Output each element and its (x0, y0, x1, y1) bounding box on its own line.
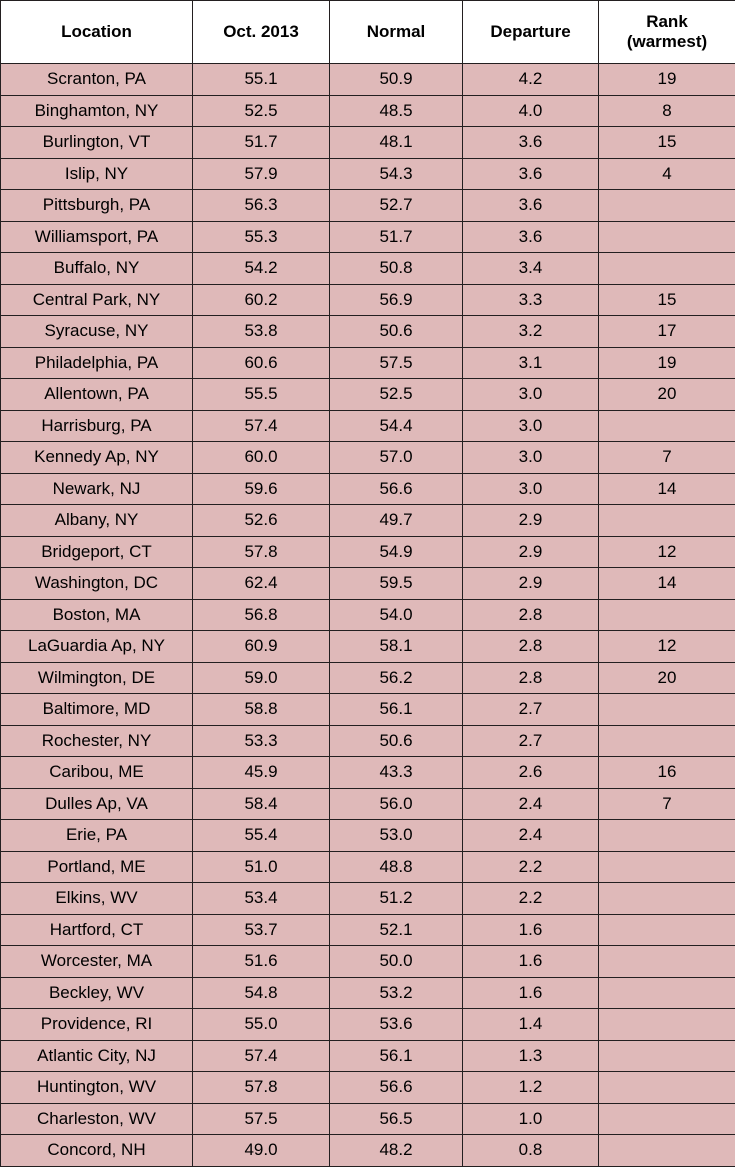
cell-oct2013: 52.6 (193, 505, 330, 537)
cell-location: Concord, NH (1, 1135, 193, 1167)
cell-location: Scranton, PA (1, 64, 193, 96)
column-header-rank (599, 1, 735, 64)
cell-rank (599, 851, 735, 883)
cell-normal: 43.3 (330, 757, 463, 789)
cell-rank (599, 221, 735, 253)
cell-departure: 1.6 (463, 977, 599, 1009)
cell-location: Washington, DC (1, 568, 193, 600)
cell-location: Baltimore, MD (1, 694, 193, 726)
cell-departure: 2.4 (463, 820, 599, 852)
cell-normal: 54.0 (330, 599, 463, 631)
cell-departure: 2.6 (463, 757, 599, 789)
table-row (1, 95, 735, 127)
cell-rank: 7 (599, 442, 735, 474)
cell-normal: 54.9 (330, 536, 463, 568)
cell-rank: 4 (599, 158, 735, 190)
cell-rank: 8 (599, 95, 735, 127)
table-body (1, 64, 735, 1167)
table-row (1, 694, 735, 726)
cell-normal: 53.2 (330, 977, 463, 1009)
cell-normal: 48.2 (330, 1135, 463, 1167)
cell-departure: 3.0 (463, 379, 599, 411)
cell-rank: 12 (599, 536, 735, 568)
cell-departure: 1.4 (463, 1009, 599, 1041)
cell-departure: 2.9 (463, 568, 599, 600)
cell-normal: 50.9 (330, 64, 463, 96)
cell-oct2013: 57.9 (193, 158, 330, 190)
cell-oct2013: 58.8 (193, 694, 330, 726)
table-row (1, 127, 735, 159)
table-row (1, 221, 735, 253)
table-row (1, 1072, 735, 1104)
cell-departure: 3.6 (463, 127, 599, 159)
cell-normal: 56.6 (330, 1072, 463, 1104)
cell-normal: 48.8 (330, 851, 463, 883)
table-row (1, 1135, 735, 1167)
cell-oct2013: 60.6 (193, 347, 330, 379)
cell-oct2013: 53.7 (193, 914, 330, 946)
cell-normal: 52.1 (330, 914, 463, 946)
cell-departure: 2.8 (463, 599, 599, 631)
cell-oct2013: 60.2 (193, 284, 330, 316)
table-row (1, 851, 735, 883)
cell-location: Burlington, VT (1, 127, 193, 159)
cell-location: Dulles Ap, VA (1, 788, 193, 820)
table-row (1, 316, 735, 348)
cell-rank: 7 (599, 788, 735, 820)
cell-location: Atlantic City, NJ (1, 1040, 193, 1072)
cell-departure: 2.2 (463, 883, 599, 915)
column-header-location: Location (1, 1, 193, 64)
cell-rank: 20 (599, 662, 735, 694)
cell-departure: 4.0 (463, 95, 599, 127)
cell-oct2013: 60.9 (193, 631, 330, 663)
cell-departure: 3.3 (463, 284, 599, 316)
cell-location: Buffalo, NY (1, 253, 193, 285)
table-row (1, 1040, 735, 1072)
cell-rank (599, 820, 735, 852)
cell-rank: 15 (599, 284, 735, 316)
cell-normal: 48.1 (330, 127, 463, 159)
cell-oct2013: 57.4 (193, 1040, 330, 1072)
table-header (1, 1, 735, 64)
cell-rank (599, 1103, 735, 1135)
cell-rank: 17 (599, 316, 735, 348)
column-header-rank-line2: (warmest) (627, 32, 707, 51)
cell-departure: 3.6 (463, 158, 599, 190)
table-row (1, 64, 735, 96)
cell-oct2013: 51.7 (193, 127, 330, 159)
column-header-oct2013: Oct. 2013 (193, 1, 330, 64)
cell-normal: 48.5 (330, 95, 463, 127)
cell-rank (599, 253, 735, 285)
cell-location: Syracuse, NY (1, 316, 193, 348)
cell-departure: 3.4 (463, 253, 599, 285)
cell-oct2013: 59.6 (193, 473, 330, 505)
cell-departure: 2.4 (463, 788, 599, 820)
cell-oct2013: 54.2 (193, 253, 330, 285)
cell-departure: 1.0 (463, 1103, 599, 1135)
cell-location: Newark, NJ (1, 473, 193, 505)
cell-oct2013: 62.4 (193, 568, 330, 600)
cell-oct2013: 51.0 (193, 851, 330, 883)
cell-departure: 1.3 (463, 1040, 599, 1072)
cell-normal: 53.6 (330, 1009, 463, 1041)
cell-rank: 14 (599, 473, 735, 505)
cell-rank (599, 977, 735, 1009)
column-header-normal: Normal (330, 1, 463, 64)
cell-rank (599, 914, 735, 946)
cell-normal: 52.5 (330, 379, 463, 411)
cell-departure: 3.1 (463, 347, 599, 379)
cell-oct2013: 57.8 (193, 536, 330, 568)
cell-rank: 14 (599, 568, 735, 600)
cell-location: Wilmington, DE (1, 662, 193, 694)
cell-location: Binghamton, NY (1, 95, 193, 127)
cell-location: Harrisburg, PA (1, 410, 193, 442)
table-row (1, 442, 735, 474)
cell-location: Elkins, WV (1, 883, 193, 915)
cell-departure: 4.2 (463, 64, 599, 96)
cell-oct2013: 57.4 (193, 410, 330, 442)
cell-rank: 15 (599, 127, 735, 159)
table-row (1, 473, 735, 505)
cell-departure: 1.2 (463, 1072, 599, 1104)
cell-location: Boston, MA (1, 599, 193, 631)
cell-location: Charleston, WV (1, 1103, 193, 1135)
cell-oct2013: 60.0 (193, 442, 330, 474)
cell-oct2013: 57.8 (193, 1072, 330, 1104)
cell-normal: 50.6 (330, 316, 463, 348)
table-row (1, 536, 735, 568)
cell-rank (599, 1040, 735, 1072)
cell-rank: 12 (599, 631, 735, 663)
cell-departure: 3.2 (463, 316, 599, 348)
cell-location: Worcester, MA (1, 946, 193, 978)
table-row (1, 284, 735, 316)
cell-departure: 3.0 (463, 442, 599, 474)
cell-departure: 2.8 (463, 662, 599, 694)
cell-oct2013: 57.5 (193, 1103, 330, 1135)
cell-location: Beckley, WV (1, 977, 193, 1009)
cell-normal: 54.4 (330, 410, 463, 442)
cell-oct2013: 53.8 (193, 316, 330, 348)
cell-oct2013: 55.3 (193, 221, 330, 253)
table-row (1, 158, 735, 190)
cell-departure: 1.6 (463, 914, 599, 946)
table-row (1, 1103, 735, 1135)
cell-location: Hartford, CT (1, 914, 193, 946)
cell-oct2013: 51.6 (193, 946, 330, 978)
cell-normal: 56.6 (330, 473, 463, 505)
cell-rank: 20 (599, 379, 735, 411)
table-row (1, 568, 735, 600)
cell-normal: 51.7 (330, 221, 463, 253)
cell-normal: 49.7 (330, 505, 463, 537)
cell-normal: 56.1 (330, 694, 463, 726)
cell-oct2013: 56.3 (193, 190, 330, 222)
cell-location: Erie, PA (1, 820, 193, 852)
cell-location: Allentown, PA (1, 379, 193, 411)
cell-departure: 3.0 (463, 410, 599, 442)
cell-normal: 59.5 (330, 568, 463, 600)
cell-departure: 2.7 (463, 694, 599, 726)
cell-normal: 50.6 (330, 725, 463, 757)
cell-departure: 0.8 (463, 1135, 599, 1167)
cell-rank (599, 190, 735, 222)
cell-departure: 3.6 (463, 221, 599, 253)
table-row (1, 190, 735, 222)
cell-normal: 58.1 (330, 631, 463, 663)
cell-location: Huntington, WV (1, 1072, 193, 1104)
cell-location: Providence, RI (1, 1009, 193, 1041)
cell-oct2013: 55.1 (193, 64, 330, 96)
cell-departure: 1.6 (463, 946, 599, 978)
cell-normal: 57.5 (330, 347, 463, 379)
cell-location: Rochester, NY (1, 725, 193, 757)
cell-rank (599, 946, 735, 978)
cell-oct2013: 54.8 (193, 977, 330, 1009)
cell-rank (599, 505, 735, 537)
column-header-rank-line1: Rank (646, 12, 688, 31)
table-row (1, 883, 735, 915)
cell-rank (599, 1072, 735, 1104)
cell-departure: 3.0 (463, 473, 599, 505)
table-row (1, 977, 735, 1009)
cell-normal: 56.0 (330, 788, 463, 820)
cell-oct2013: 55.0 (193, 1009, 330, 1041)
cell-normal: 56.9 (330, 284, 463, 316)
cell-oct2013: 58.4 (193, 788, 330, 820)
cell-normal: 56.5 (330, 1103, 463, 1135)
table-row (1, 1009, 735, 1041)
cell-normal: 56.2 (330, 662, 463, 694)
cell-departure: 2.8 (463, 631, 599, 663)
table-row (1, 914, 735, 946)
cell-oct2013: 53.4 (193, 883, 330, 915)
cell-rank: 19 (599, 347, 735, 379)
cell-location: Philadelphia, PA (1, 347, 193, 379)
cell-rank (599, 1135, 735, 1167)
table-row (1, 725, 735, 757)
cell-oct2013: 59.0 (193, 662, 330, 694)
cell-rank (599, 725, 735, 757)
table-row (1, 946, 735, 978)
cell-oct2013: 53.3 (193, 725, 330, 757)
cell-location: Williamsport, PA (1, 221, 193, 253)
column-header-departure: Departure (463, 1, 599, 64)
cell-oct2013: 55.4 (193, 820, 330, 852)
cell-rank (599, 694, 735, 726)
cell-location: Kennedy Ap, NY (1, 442, 193, 474)
table-row (1, 599, 735, 631)
cell-rank (599, 410, 735, 442)
cell-normal: 50.0 (330, 946, 463, 978)
cell-location: Central Park, NY (1, 284, 193, 316)
cell-location: Islip, NY (1, 158, 193, 190)
cell-normal: 53.0 (330, 820, 463, 852)
cell-location: Albany, NY (1, 505, 193, 537)
cell-location: Bridgeport, CT (1, 536, 193, 568)
cell-departure: 3.6 (463, 190, 599, 222)
cell-departure: 2.2 (463, 851, 599, 883)
table-row (1, 347, 735, 379)
table-row (1, 505, 735, 537)
cell-rank (599, 883, 735, 915)
table-row (1, 788, 735, 820)
cell-departure: 2.7 (463, 725, 599, 757)
cell-normal: 51.2 (330, 883, 463, 915)
cell-oct2013: 49.0 (193, 1135, 330, 1167)
cell-normal: 56.1 (330, 1040, 463, 1072)
cell-oct2013: 52.5 (193, 95, 330, 127)
cell-departure: 2.9 (463, 536, 599, 568)
cell-rank (599, 1009, 735, 1041)
cell-location: Caribou, ME (1, 757, 193, 789)
cell-rank: 16 (599, 757, 735, 789)
cell-location: LaGuardia Ap, NY (1, 631, 193, 663)
table-row (1, 757, 735, 789)
cell-normal: 50.8 (330, 253, 463, 285)
table-row (1, 820, 735, 852)
table-row (1, 631, 735, 663)
table-row (1, 662, 735, 694)
cell-rank (599, 599, 735, 631)
table-row (1, 410, 735, 442)
table-row (1, 253, 735, 285)
header-row (1, 1, 735, 64)
cell-location: Portland, ME (1, 851, 193, 883)
cell-normal: 52.7 (330, 190, 463, 222)
cell-location: Pittsburgh, PA (1, 190, 193, 222)
cell-normal: 57.0 (330, 442, 463, 474)
table-row (1, 379, 735, 411)
cell-normal: 54.3 (330, 158, 463, 190)
cell-oct2013: 45.9 (193, 757, 330, 789)
cell-rank: 19 (599, 64, 735, 96)
cell-departure: 2.9 (463, 505, 599, 537)
cell-oct2013: 55.5 (193, 379, 330, 411)
cell-oct2013: 56.8 (193, 599, 330, 631)
